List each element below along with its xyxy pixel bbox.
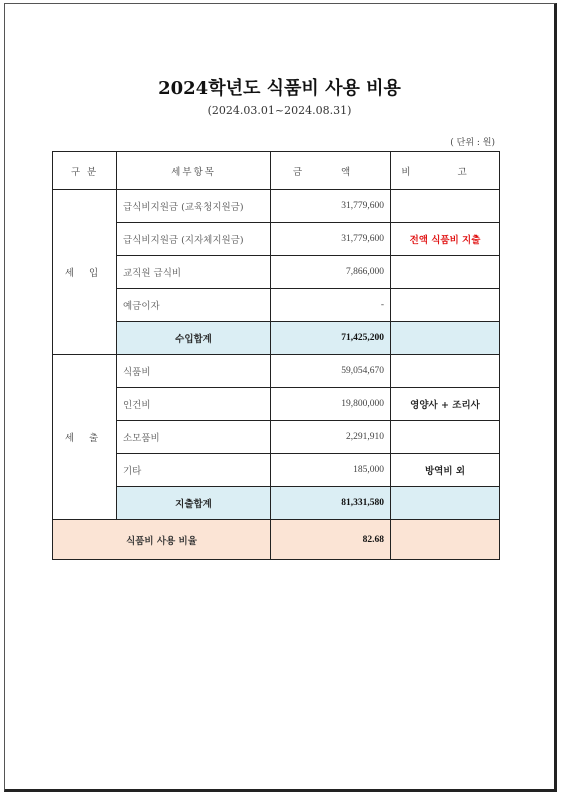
row-note [391, 190, 500, 223]
row-item: 급식비지원금 (교육청지원금) [117, 190, 271, 223]
header-item: 세부항목 [117, 152, 271, 190]
row-item: 소모품비 [117, 421, 271, 454]
table-row [53, 454, 500, 487]
income-subtotal-amount: 71,425,200 [271, 322, 391, 355]
income-subtotal-row [53, 322, 500, 355]
header-category: 구 분 [53, 152, 117, 190]
income-subtotal-note [391, 322, 500, 355]
row-note: 전액 식품비 지출 [391, 223, 500, 256]
header-amount: 금 액 [271, 152, 391, 190]
row-item: 식품비 [117, 355, 271, 388]
row-amount: 31,779,600 [271, 223, 391, 256]
expense-subtotal-label: 지출합계 [117, 487, 271, 520]
row-amount: 2,291,910 [271, 421, 391, 454]
ratio-note [391, 520, 500, 560]
expense-subtotal-amount: 81,331,580 [271, 487, 391, 520]
row-note [391, 256, 500, 289]
row-item: 급식비지원금 (지자체지원금) [117, 223, 271, 256]
income-subtotal-label: 수입합계 [117, 322, 271, 355]
row-note: 방역비 외 [391, 454, 500, 487]
row-note [391, 355, 500, 388]
row-item: 기타 [117, 454, 271, 487]
row-amount: 7,866,000 [271, 256, 391, 289]
row-amount: 59,054,670 [271, 355, 391, 388]
budget-table [52, 151, 500, 560]
table-row [53, 421, 500, 454]
table-row [53, 388, 500, 421]
row-item: 예금이자 [117, 289, 271, 322]
expense-subtotal-row [53, 487, 500, 520]
ratio-label: 식품비 사용 비율 [53, 520, 271, 560]
ratio-row [53, 520, 500, 560]
table-row [53, 289, 500, 322]
header-note: 비 고 [391, 152, 500, 190]
row-note [391, 421, 500, 454]
table-row [53, 223, 500, 256]
ratio-value: 82.68 [271, 520, 391, 560]
expense-subtotal-note [391, 487, 500, 520]
table-row [53, 190, 500, 223]
row-note: 영양사 + 조리사 [391, 388, 500, 421]
row-item: 인건비 [117, 388, 271, 421]
page-title: 2024학년도 식품비 사용 비용 [158, 78, 401, 99]
row-amount: 19,800,000 [271, 388, 391, 421]
unit-label: ( 단위 : 원) [450, 138, 495, 148]
row-note [391, 289, 500, 322]
row-amount: 185,000 [271, 454, 391, 487]
period-subtitle: (2024.03.01~2024.08.31) [207, 104, 352, 117]
table-row [53, 355, 500, 388]
table-row [53, 256, 500, 289]
table-header-row [53, 152, 500, 190]
row-amount: - [271, 289, 391, 322]
income-category: 세 입 [53, 190, 117, 355]
document-page [4, 3, 557, 792]
row-item: 교직원 급식비 [117, 256, 271, 289]
row-amount: 31,779,600 [271, 190, 391, 223]
expense-category: 세 출 [53, 355, 117, 520]
